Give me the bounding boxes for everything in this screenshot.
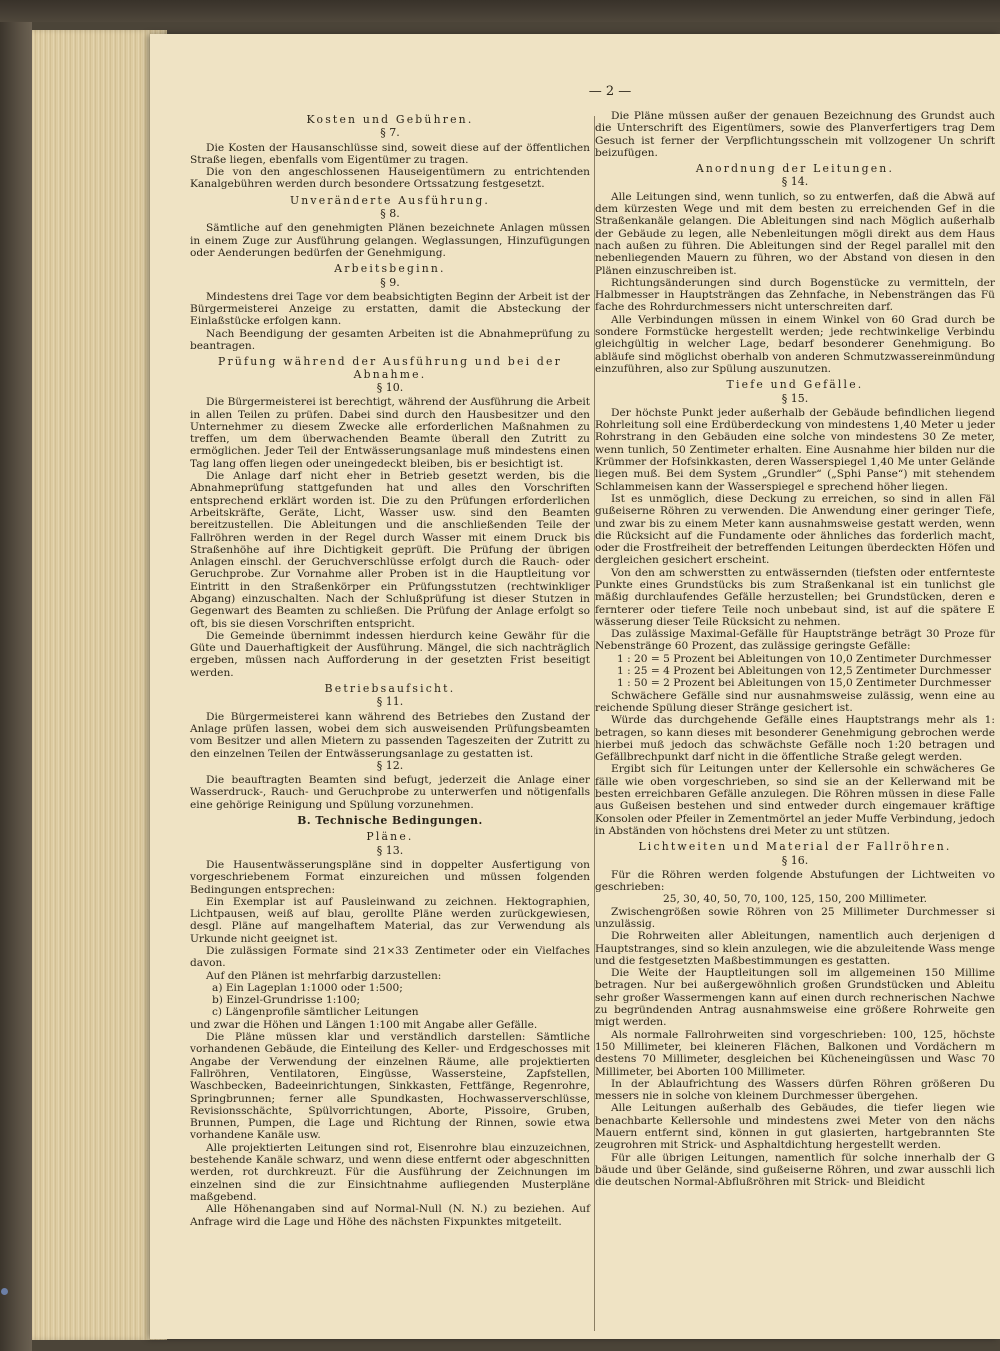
paragraph: Für die Röhren werden folgende Abstufungen der Lichtweiten vo geschrieben: — [595, 868, 995, 894]
scan-board-top — [0, 0, 1000, 22]
paragraph: Die zulässigen Formate sind 21×33 Zentimeter oder ein Vielfaches davon. — [190, 945, 590, 970]
paragraph: Die Weite der Hauptleitungen soll im allgemeinen 150 Millime betragen. Nur bei außergewöhnlich großen Grundstücken und Ableitu sehr großer Wassermengen kann auf einen durch rechnerischen Nachwe zu begründenden Antrag ausnahmsweise eine größere Rohrweite gen migt werden. — [595, 967, 995, 1029]
list-item: 1 : 25 = 4 Prozent bei Ableitungen von 12,5 Zentimeter Durchmesser — [617, 665, 992, 678]
paragraph: Sämtliche auf den genehmigten Plänen bezeichnete Anlagen müssen in einem Zuge zur Ausführung gelangen. Weglassungen, Hinzufügungen oder Aenderungen bedürfen der Genehmigung. — [190, 222, 590, 259]
paragraph: Alle Verbindungen müssen in einem Winkel von 60 Grad durch be sondere Formstücke hergestellt werden; jede rechtwinkelige Verbindu gleichgültig in welcher Lage, bedarf besonderer Genehmigung. Bo abläufe sind möglichst oberhalb von anderen Schmutzwassereinmündung einzuführen, also zur Spülung auszunutzen. — [595, 313, 995, 375]
value-list: 25, 30, 40, 50, 70, 100, 125, 150, 200 Millimeter. — [662, 893, 928, 906]
right-column — [595, 110, 995, 1189]
part-heading: B. Technische Bedingungen. — [297, 814, 483, 828]
section-heading: Anordnung der Leitungen. — [695, 162, 895, 176]
list-item: 1 : 20 = 5 Prozent bei Ableitungen von 10,0 Zentimeter Durchmesser — [617, 652, 992, 665]
paragraph-number: § 13. — [376, 843, 404, 857]
paragraph: Die Bürgermeisterei kann während des Betriebes den Zustand der Anlage prüfen lassen, wobei dem sich ausweisenden Prüfungsbeamten vom Besitzer und allen Mietern zu passenden Tageszeiten der Zutritt zu den einzelnen Teilen der Entwässerungsanlage zu gestatten ist. — [190, 710, 590, 760]
paragraph-number: § 7. — [380, 126, 400, 140]
scan-board-left — [0, 0, 32, 1351]
paragraph-number: § 9. — [380, 275, 400, 289]
list-item: c) Längenprofile sämtlicher Leitungen — [212, 1006, 419, 1019]
paragraph: Die Pläne müssen klar und verständlich darstellen: Sämtliche vorhandenen Gebäude, die Einteilung des Keller- und Erdgeschosses mit Angabe der Verwendung der einzelnen Räume, alle projektierten Fallröhren, Ventilatoren, Eingüsse, Wassersteine, Zapfstellen, Waschbecken, Badeeinrichtungen, Sinkkasten, Fettfänge, Regenrohre, Springbrunnen; ferner alle Spundkasten, Hochwasserverschlüsse, Revisionsschächte, Spülvorrichtungen, Aborte, Pissoire, Gruben, Brunnen, Pumpen, die Lage und Richtung der Rinnen, sowie etwa vorhandene Kanäle usw. — [190, 1031, 590, 1142]
paragraph-number: § 12. — [376, 758, 404, 772]
paragraph: Nach Beendigung der gesamten Arbeiten ist die Abnahmeprüfung zu beantragen. — [190, 327, 590, 353]
section-heading: Arbeitsbeginn. — [334, 262, 446, 276]
library-stamp-dot — [1, 1288, 8, 1295]
paragraph: Die von den angeschlossenen Hauseigentümern zu entrichtenden Kanalgebühren werden durch besondere Ortssatzung festgesetzt. — [190, 166, 590, 191]
section-heading: Betriebsaufsicht. — [324, 682, 456, 696]
paragraph: Die Anlage darf nicht eher in Betrieb gesetzt werden, bis die Abnahmeprüfung stattgefunden hat und alles den Vorschriften entsprechend erklärt worden ist. Die zu den Prüfungen erforderlichen Arbeitskräfte, Geräte, Licht, Wasser usw. sind den Beamten bereitzustellen. Die Ableitungen und die anschließenden Teile der Fallröhren werden in der Regel durch Wasser mit einem Druck bis Straßenhöhe auf ihre Dichtigkeit geprüft. Die Prüfung der übrigen Anlagen einschl. der Geruchverschlüsse erfolgt durch die Rauch- oder Geruchprobe. Zur Vornahme aller Proben ist in die Hauptleitung vor Eintritt in den Straßenkörper ein Prüfungsstutzen (rechtwinkliger Abgang) einzuschalten. Nach der Schlußprüfung ist dieser Stutzen in Gegenwart des Beamten zu schließen. Die Prüfung der Anlage erfolgt so oft, bis sie diesen Vorschriften entspricht. — [190, 470, 590, 630]
paragraph: Ist es unmöglich, diese Deckung zu erreichen, so sind in allen Fäl gußeiserne Röhren zu verwenden. Die Anwendung einer geringer Tiefe, und zwar bis zu einem Meter kann ausnahmsweise gestatt werden, wenn die Rücksicht auf die Fundamente oder ähnliches das forderlich macht, oder die Frostfreiheit der betreffenden Leitungen überdeckten Höfen und dergleichen gesichert erscheint. — [595, 492, 995, 567]
paragraph-number: § 15. — [781, 391, 809, 405]
paragraph: Schwächere Gefälle sind nur ausnahmsweise zulässig, wenn eine au reichende Spülung dieser Stränge gesichert ist. — [595, 689, 995, 714]
paragraph: Auf den Plänen ist mehrfarbig darzustellen: — [206, 969, 442, 982]
paragraph: Die Gemeinde übernimmt indessen hierdurch keine Gewähr für die Güte und Dauerhaftigkeit der Ausführung. Mängel, die sich nachträglich ergeben, müssen nach Aufforderung in der gesetzten Frist beseitigt werden. — [190, 629, 590, 679]
paragraph: Richtungsänderungen sind durch Bogenstücke zu vermitteln, der Halbmesser in Hauptsträngen das Zehnfache, in Nebensträngen das Fü fache des Rohrdurchmessers nicht unterschreiten darf. — [595, 276, 995, 314]
paragraph: Von den am schwerstten zu entwässernden (tiefsten oder entfernteste Punkte eines Grundstücks bis zum Straßenkanal ist ein tunlichst gle mäßig durchlaufendes Gefälle herzustellen; bei Grundstücken, deren e fernterer oder tiefere Teile noch unbebaut sind, ist auf die spätere E wässerung dieser Teile Rücksicht zu nehmen. — [595, 566, 995, 628]
paragraph-number: § 11. — [376, 695, 404, 709]
paragraph: Die Bürgermeisterei ist berechtigt, während der Ausführung die Arbeit in allen Teilen zu prüfen. Dabei sind durch den Hausbesitzer und den Unternehmer zu diesem Zwecke alle erforderlichen Maßnahmen zu treffen, um dem überwachenden Beamte überall den Zutritt zu ermöglichen. Jeder Teil der Entwässerungsanlage muß mindestens einen Tag lang offen liegen oder uneingedeckt bleiben, bis er besichtigt ist. — [190, 396, 590, 470]
paragraph: Zwischengrößen sowie Röhren von 25 Millimeter Durchmesser si unzulässig. — [595, 905, 995, 930]
document-page — [150, 34, 1000, 1339]
paragraph: In der Ablaufrichtung des Wassers dürfen Röhren größeren Du messers nie in solche von kleinem Durchmesser übergehen. — [595, 1077, 995, 1103]
paragraph: Alle projektierten Leitungen sind rot, Eisenrohre blau einzuzeichnen, bestehende Kanäle schwarz, und wenn diese entfernt oder abgeschnitten werden, rot durchkreuzt. Für die Ausführung der Zeichnungen im einzelnen sind die zur Einsichtnahme aufliegenden Musterpläne maßgebend. — [190, 1141, 590, 1203]
paragraph: Die Pläne müssen außer der genauen Bezeichnung des Grundst auch die Unterschrift des Eigentümers, sowie des Planverfertigers trag Dem Gesuch ist ferner der Verpflichtungsschein mit vollzogener Un schrift beizufügen. — [595, 110, 995, 159]
paragraph: Alle Höhenangaben sind auf Normal-Null (N. N.) zu beziehen. Auf Anfrage wird die Lage und Höhe des nächsten Fixpunktes mitgeteilt. — [190, 1203, 590, 1228]
paragraph: Ein Exemplar ist auf Pausleinwand zu zeichnen. Hektographien, Lichtpausen, weiß auf blau, gerollte Pläne werden zurückgewiesen, desgl. Pläne auf mangelhaftem Material, das zur Verwendung als Urkunde nicht geeignet ist. — [190, 895, 590, 945]
paragraph: Die beauftragten Beamten sind befugt, jederzeit die Anlage einer Wasserdruck-, Rauch- und Geruchprobe zu unterwerfen und nötigenfalls eine gehörige Reinigung und Spülung vorzunehmen. — [190, 774, 590, 811]
list-item: 1 : 50 = 2 Prozent bei Ableitungen von 15,0 Zentimeter Durchmesser — [617, 677, 992, 690]
section-heading: Prüfung während der Ausführung und bei der Abnahme. — [218, 355, 562, 381]
paragraph-number: § 16. — [781, 853, 809, 867]
paragraph: Ergibt sich für Leitungen unter der Kellersohle ein schwächeres Ge fälle wie oben vorgeschrieben, so sind sie an der Kellerwand mit be besten erreichbaren Gefälle anzulegen. Die Röhren müssen in diese Falle aus Gußeisen bestehen und sind entweder durch eingemauer kräftige Konsolen oder Pfeiler in Zementmörtel an jeder Muffe Verbindung, jedoch in Abständen von höchstens drei Meter zu unt stützen. — [595, 763, 995, 837]
list-item: b) Einzel-Grundrisse 1:100; — [212, 994, 361, 1007]
paragraph: Das zulässige Maximal-Gefälle für Hauptstränge beträgt 30 Proze für Nebenstränge 60 Prozent, das zulässige geringste Gefälle: — [595, 628, 995, 653]
list-item: a) Ein Lageplan 1:1000 oder 1:500; — [212, 981, 403, 994]
paragraph: Für alle übrigen Leitungen, namentlich für solche innerhalb der G bäude und über Gelände, sind gußeiserne Röhren, und zwar ausschli lich die deutschen Normal-Abflußröhren mit Strick- und Bleidicht — [595, 1151, 995, 1189]
section-heading: Pläne. — [366, 830, 414, 844]
section-heading: Tiefe und Gefälle. — [726, 378, 864, 392]
paragraph: Die Hausentwässerungspläne sind in doppelter Ausfertigung von vorgeschriebenem Format einzureichen und müssen folgenden Bedingungen entsprechen: — [190, 858, 590, 896]
stacked-page-edges — [32, 30, 167, 1340]
paragraph: Der höchste Punkt jeder außerhalb der Gebäude befindlichen liegend Rohrleitung soll eine Erdüberdeckung von mindestens 1,40 Meter u jeder Rohrstrang in den Gebäuden eine solche von mindestens 30 Ze meter, wenn tunlich, 50 Zentimeter erhalten. Eine Ausnahme hier bilden nur die Krümmer der Hofsinkkasten, deren Wasserspiegel 1,40 Me unter Gelände liegen muß. Bei dem System „Grundler“ („Sphi Panse“) mit stehendem Schlammeisen kann der Wasserspiegel e sprechend höher liegen. — [595, 406, 995, 493]
paragraph-number: § 14. — [781, 175, 809, 189]
left-column — [190, 110, 590, 1228]
paragraph: Mindestens drei Tage vor dem beabsichtigten Beginn der Arbeit ist der Bürgermeisterei Anzeige zu erstatten, damit die Absteckung der Einlaßstücke erfolgen kann. — [190, 290, 590, 328]
paragraph: Alle Leitungen sind, wenn tunlich, so zu entwerfen, daß die Abwä auf dem kürzesten Wege und mit dem besten zu erreichenden Gef in die Straßenkanäle gelangen. Die Ableitungen sind nach Möglich außerhalb der Gebäude zu legen, alle Nebenleitungen mögli direkt aus dem Haus nach außen zu führen. Die Ableitungen sind der Regel parallel mit den nebenliegenden Mauern zu führen, wo der Abstand von diesen in den Plänen einzuschreiben ist. — [595, 190, 995, 277]
paragraph: Würde das durchgehende Gefälle eines Hauptstrangs mehr als 1: betragen, so kann dieses mit besonderer Genehmigung gebrochen werde hierbei muß jedoch das schwächste Gefälle noch 1:20 betragen und Gefällbrechpunkt darf nicht in die öffentliche Straße gelegt werden. — [595, 714, 995, 764]
paragraph-continuation: und zwar die Höhen und Längen 1:100 mit Angabe aller Gefälle. — [190, 1018, 538, 1031]
section-heading: Kosten und Gebühren. — [306, 113, 474, 126]
paragraph: Als normale Fallrohrweiten sind vorgeschrieben: 100, 125, höchste 150 Millimeter, bei kleineren Flächen, Balkonen und Vordächern m destens 70 Millimeter, desgleichen bei Kücheneingüssen und Wasc 70 Millimeter, bei Aborten 100 Millimeter. — [595, 1028, 995, 1078]
paragraph: Die Rohrweiten aller Ableitungen, namentlich auch derjenigen d Hauptstranges, sind so klein anzulegen, wie die abzuleitende Wass menge und die festgesetzten Maßbestimmungen es gestatten. — [595, 930, 995, 967]
page-number: — 2 — — [588, 84, 632, 99]
section-heading: Unveränderte Ausführung. — [289, 193, 491, 207]
paragraph: Die Kosten der Hausanschlüsse sind, soweit diese auf der öffentlichen Straße liegen, ebenfalls vom Eigentümer zu tragen. — [190, 141, 590, 166]
paragraph-number: § 8. — [380, 207, 400, 221]
section-heading: Lichtweiten und Material der Fallröhren. — [638, 840, 952, 854]
paragraph-number: § 10. — [376, 380, 404, 394]
paragraph: Alle Leitungen außerhalb des Gebäudes, die tiefer liegen wie benachbarte Kellersohle und mindestens zwei Meter von den nächs Mauern entfernt sind, können in gut glasierten, hartgebrannten Ste zeugrohren mit Strick- und Asphaltdichtung hergestellt werden. — [595, 1102, 995, 1152]
